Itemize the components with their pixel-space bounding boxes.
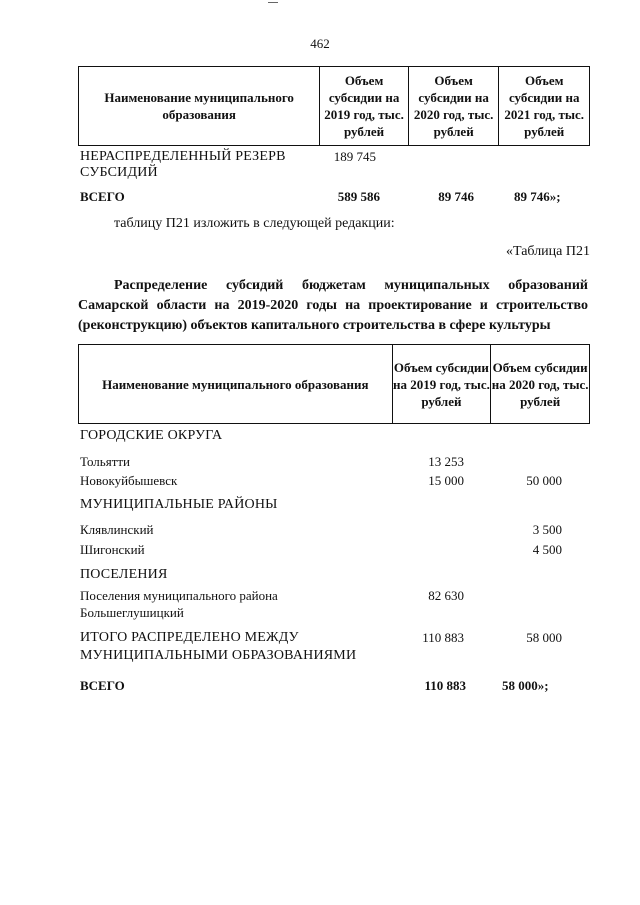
section-heading: Распределение субсидий бюджетам муниципальных образований Самарской области на 2019-2020 годы на проектирование и строительство (реконструкцию) объектов капитального строительства в сфере культуры bbox=[78, 278, 588, 333]
row-vsego-2020: 58 000»; bbox=[502, 678, 549, 693]
row-tolyatti-2019: 13 253 bbox=[428, 454, 464, 469]
page-number: 462 bbox=[310, 36, 330, 51]
table1-col-2019: Объем субсидии на 2019 год, тыс. рублей bbox=[320, 67, 409, 146]
table2-header bbox=[78, 344, 590, 424]
row-vsego-name: ВСЕГО bbox=[80, 678, 125, 693]
row-itogo-name-2: МУНИЦИПАЛЬНЫМИ ОБРАЗОВАНИЯМИ bbox=[80, 648, 357, 663]
row-tolyatti-name: Тольятти bbox=[80, 454, 131, 469]
section-rayony: МУНИЦИПАЛЬНЫЕ РАЙОНЫ bbox=[80, 497, 278, 512]
table1-row-total-2019: 589 586 bbox=[337, 189, 380, 204]
table1-row-total-name: ВСЕГО bbox=[80, 189, 125, 204]
table2-col-2020: Объем субсидии на 2020 год, тыс. рублей bbox=[491, 345, 590, 424]
section-gorodskie: ГОРОДСКИЕ ОКРУГА bbox=[80, 428, 223, 443]
table1-row-reserve-name: НЕРАСПРЕДЕЛЕННЫЙ РЕЗЕРВ СУБСИДИЙ bbox=[80, 149, 286, 180]
row-itogo-2020: 58 000 bbox=[526, 630, 562, 645]
row-klyavlinskiy-name: Клявлинский bbox=[80, 522, 154, 537]
row-novokuybyshevsk-2020: 50 000 bbox=[526, 473, 562, 488]
row-vsego-2019: 110 883 bbox=[424, 678, 466, 693]
table1-row-total-2020: 89 746 bbox=[438, 189, 474, 204]
row-klyavlinskiy-2020: 3 500 bbox=[532, 522, 562, 537]
table1-col-2021: Объем субсидии на 2021 год, тыс. рублей bbox=[499, 67, 590, 146]
table2-col-2019: Объем субсидии на 2019 год, тыс. рублей bbox=[392, 345, 491, 424]
row-poseleniya-name-1: Поселения муниципального района bbox=[80, 588, 278, 603]
row-shigonskiy-name: Шигонский bbox=[80, 542, 145, 557]
row-novokuybyshevsk-2019: 15 000 bbox=[428, 473, 464, 488]
row-itogo-name-1: ИТОГО РАСПРЕДЕЛЕНО МЕЖДУ bbox=[80, 630, 299, 645]
table1-name-col: Наименование муниципального образования bbox=[79, 67, 320, 146]
table1-row-reserve-2019: 189 745 bbox=[333, 149, 376, 164]
section-poseleniya: ПОСЕЛЕНИЯ bbox=[80, 567, 168, 582]
row-poseleniya-name-2: Большеглушицкий bbox=[80, 605, 184, 620]
scan-mark bbox=[268, 2, 278, 3]
table-label: «Таблица П21 bbox=[506, 244, 590, 259]
table1-header bbox=[78, 66, 590, 146]
row-poseleniya-2019: 82 630 bbox=[428, 588, 464, 603]
instruction-text: таблицу П21 изложить в следующей редакции: bbox=[114, 216, 395, 231]
table1-col-2020: Объем субсидии на 2020 год, тыс. рублей bbox=[408, 67, 499, 146]
table1-row-total-2021: 89 746»; bbox=[514, 189, 561, 204]
table2-name-col: Наименование муниципального образования bbox=[79, 345, 393, 424]
row-shigonskiy-2020: 4 500 bbox=[532, 542, 562, 557]
row-itogo-2019: 110 883 bbox=[422, 630, 464, 645]
row-novokuybyshevsk-name: Новокуйбышевск bbox=[80, 473, 178, 488]
